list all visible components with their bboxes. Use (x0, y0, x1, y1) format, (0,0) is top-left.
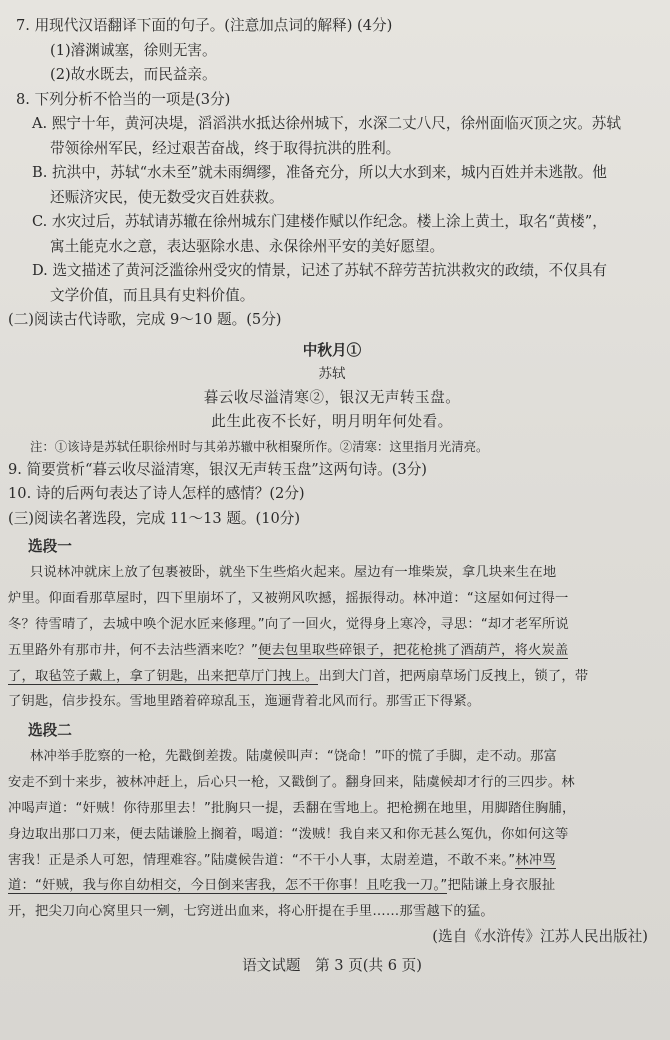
q8-option-a-cont: 带领徐州军民，经过艰苦奋战，终于取得抗洪的胜利。 (50, 139, 401, 157)
sel1-line: 冬？待雪晴了，去城中唤个泥水匠来修理。”向了一回火，觉得身上寒冷，寻思：“却才老军所说 (8, 616, 569, 632)
q7-stem: 7. 用现代汉语翻译下面的句子。(注意加点词的解释) (4分) (16, 17, 393, 34)
poem-line-2: 此生此夜不长好，明月明年何处看。 (211, 413, 453, 431)
q10: 10. 诗的后两句表达了诗人怎样的感情？(2分) (8, 485, 305, 503)
q8-option-d-cont: 文学价值，而且具有史料价值。 (50, 286, 255, 304)
q8-option-d: D. 选文描述了黄河泛滥徐州受灾的情景，记述了苏轼不辞劳苦抗洪救灾的政绩，不仅具有 (32, 262, 608, 280)
sel2-line: 安走不到十来步，被林冲赶上，后心只一枪，又戳倒了。翻身回来，陆虞候却才行的三四步。林 (8, 774, 575, 790)
q7-sentence-2: (2)故水既去，而民益亲。 (50, 66, 217, 84)
selection-1-heading: 选段一 (28, 538, 72, 556)
poem-title: 中秋月① (302, 341, 362, 359)
poem-note: 注：①该诗是苏轼任职徐州时与其弟苏辙中秋相聚所作。②清寒：这里指月光清亮。 (30, 438, 489, 454)
q8-option-a: A. 熙宁十年，黄河决堤，滔滔洪水抵达徐州城下，水深二丈八尺，徐州面临灭顶之灾。苏轼 (32, 115, 621, 133)
sel1-underlined-text: 便去包里取些碎银子，把花枪挑了酒葫芦，将火炭盖 (258, 642, 569, 658)
sel2-text: 害我！正是杀人可恕，情理难容。”陆虞候告道：“不干小人事，太尉差遣，不敢不来。” (8, 852, 516, 868)
sel1-line (8, 638, 656, 664)
sel1-line (8, 664, 656, 690)
selection-2-heading: 选段二 (28, 722, 72, 740)
sel2-line (8, 873, 656, 899)
sel1-text: 五里路外有那市井，何不去沽些酒来吃？” (8, 642, 259, 658)
part3-heading: (三)阅读名著选段，完成 11～13 题。(10分) (8, 509, 301, 527)
page-footer: 语文试题 第 3 页(共 6 页) (242, 956, 422, 974)
sel2-line: 身边取出那口刀来，便去陆谦脸上搁着，喝道：“泼贼！我自来又和你无甚么冤仇，你如何这等 (8, 826, 569, 842)
sel2-underlined-text: 道：“奸贼，我与你自幼相交，今日倒来害我，怎不干你事！且吃我一刀。” (8, 878, 448, 894)
q8-stem: 8. 下列分析不恰当的一项是(3分) (16, 90, 231, 108)
q8-option-c-cont: 寓土能克水之意，表达驱除水患、永保徐州平安的美好愿望。 (50, 237, 445, 255)
q8-option-b: B. 抗洪中，苏轼“水未至”就未雨绸缪，准备充分，所以大水到来，城内百姓并未逃散。他 (32, 164, 607, 182)
q9: 9. 简要赏析“暮云收尽溢清寒，银汉无声转玉盘”这两句诗。(3分) (8, 460, 428, 478)
q8-option-b-cont: 还赈济灾民，使无数受灾百姓获救。 (50, 188, 284, 206)
q8-option-c: C. 水灾过后，苏轼请苏辙在徐州城东门建楼作赋以作纪念。楼上涂上黄土，取名“黄楼”， (32, 213, 607, 231)
poem-line-1: 暮云收尽溢清寒②，银汉无声转玉盘。 (203, 388, 461, 406)
sel2-line: 冲喝声道：“奸贼！你待那里去！”批胸只一提，丢翻在雪地上。把枪搠在地里，用脚踏住胸脯， (8, 800, 576, 816)
q7-sentence-1: (1)濬渊诚塞，徐则无害。 (50, 41, 217, 59)
sel1-line: 炉里。仰面看那草屋时，四下里崩坏了，又被朔风吹撼，摇振得动。林冲道：“这屋如何过得一 (8, 590, 569, 606)
sel2-underlined-text: 林冲骂 (515, 852, 556, 868)
sel1-underlined-text: 了，取毡笠子戴上，拿了钥匙，出来把草厅门拽上。 (8, 668, 319, 684)
source-citation: (选自《水浒传》江苏人民出版社) (432, 928, 648, 946)
sel2-line (8, 848, 656, 874)
sel1-text: 出到大门首，把两扇草场门反拽上，锁了，带 (318, 668, 589, 684)
sel2-line: 开，把尖刀向心窝里只一剜，七窍迸出血来，将心肝提在手里……那雪越下的猛。 (8, 904, 494, 920)
sel1-line: 了钥匙，信步投东。雪地里踏着碎琼乱玉，迤逦背着北风而行。那雪正下得紧。 (8, 694, 481, 710)
poem-author: 苏轼 (318, 366, 346, 383)
sel1-line: 只说林冲就床上放了包裹被卧，就坐下生些焰火起来。屋边有一堆柴炭，拿几块来生在地 (30, 564, 557, 580)
sel2-line: 林冲举手肐察的一枪，先戳倒差拨。陆虞候叫声：“饶命！”吓的慌了手脚，走不动。那富 (30, 748, 558, 764)
sel2-text: 把陆谦上身衣服扯 (447, 878, 556, 894)
part2-heading: (二)阅读古代诗歌，完成 9～10 题。(5分) (8, 311, 282, 329)
